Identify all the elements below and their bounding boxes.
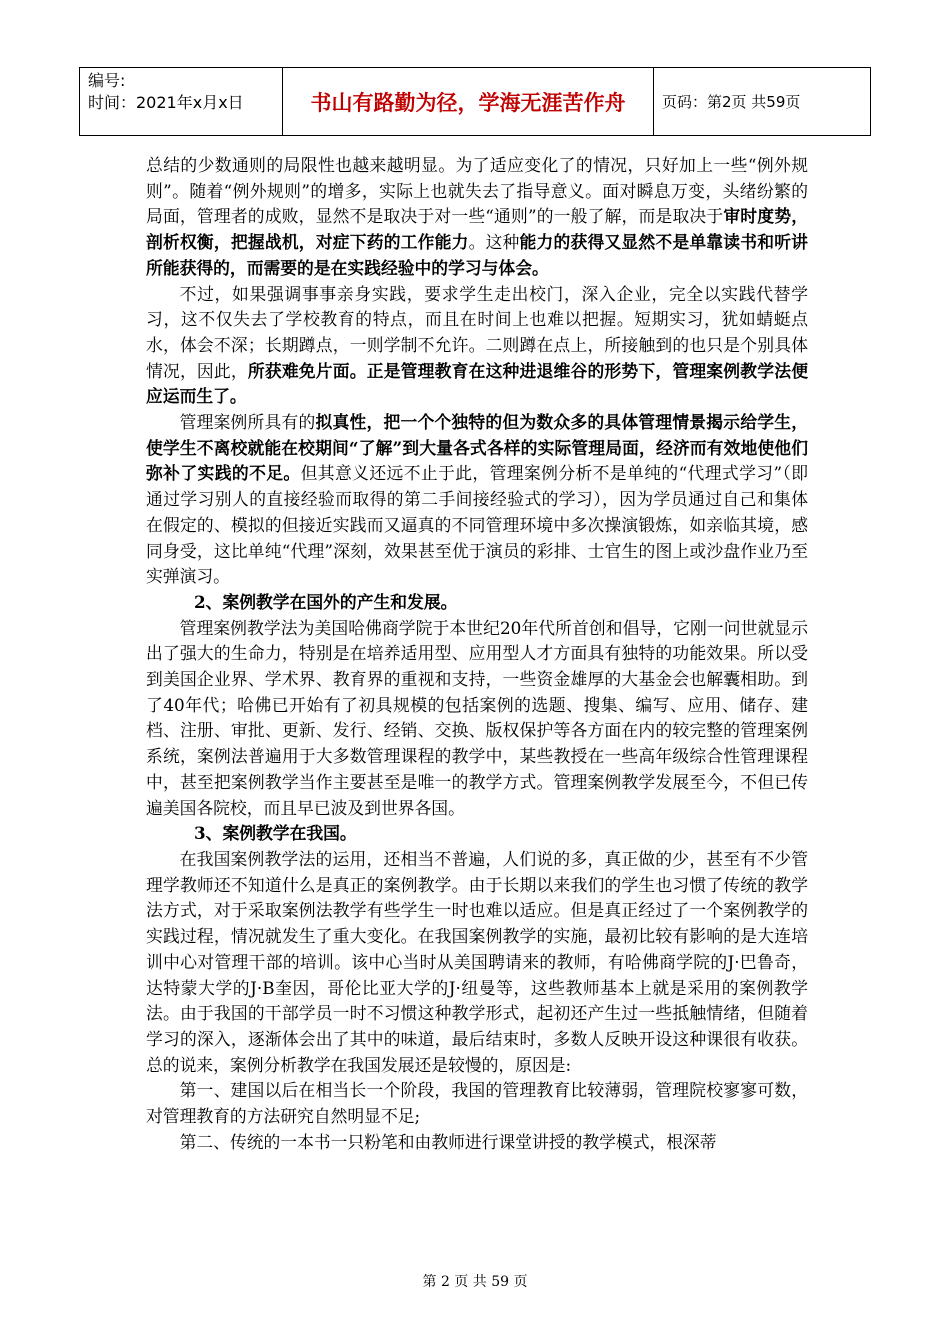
paragraph-2-text-a: 不过，如果强调事事亲身实践，要求学生走出校门，深入企业，完全以实践代替学习，这不仅失去了学校教育的特点，而且在时间上也难以把握。短期实习，犹如蜻蜓点水，体会不深；长期蹲点，一则学制不允许。二则蹲在点上，所接触到的也只是个别具体情况，因此， xyxy=(146,283,808,381)
paragraph-1-text-a: 总结的少数通则的局限性也越来越明显。为了适应变化了的情况，只好加上一些“例外规则”。随着“例外规则”的增多，实际上也就失去了指导意义。面对瞬息万变，头绪纷繁的局面，管理者的成败，显然不是取决于对一些“通则”的一般了解，而是取决于 xyxy=(146,155,808,227)
paragraph-2 xyxy=(146,282,808,411)
header-motto: 书山有路勤为径，学海无涯苦作舟 xyxy=(283,68,654,135)
header-meta xyxy=(80,68,283,135)
section-heading-2: 2、案例教学在国外的产生和发展。 xyxy=(194,591,458,612)
paragraph-2-bold-b: 所获难免片面。正是管理教育在这种进退维谷的形势下，管理案例教学法便应运而生了。 xyxy=(146,360,808,407)
paragraph-5: 在我国案例教学法的运用，还相当不普遍，人们说的多，真正做的少，甚至有不少管理学教师还不知道什么是真正的案例教学。由于长期以来我们的学生也习惯了传统的教学法方式，对于采取案例法教学有些学生一时也难以适应。但是真正经过了一个案例教学的实践过程，情况就发生了重大变化。在我国案例教学的实施，最初比较有影响的是大连培训中心对管理干部的培训。该中心当时从美国聘请来的教师，有哈佛商学院的J·巴鲁奇，达特蒙大学的J·B奎因，哥伦比亚大学的J·纽曼等，这些教师基本上就是采用的案例教学法。由于我国的干部学员一时不习惯这种教学形式，起初还产生过一些抵触情绪，但随着学习的深入，逐渐体会出了其中的味道，最后结束时，多数人反映开设这种课很有收获。总的说来，案例分析教学在我国发展还是较慢的，原因是: xyxy=(146,848,808,1075)
header-time-label: 时间：2021年x月x日 xyxy=(88,93,244,112)
section-heading-3: 3、案例教学在我国。 xyxy=(194,823,357,844)
paragraph-6: 第一、建国以后在相当长一个阶段，我国的管理教育比较薄弱，管理院校寥寥可数，对管理教育的方法研究自然明显不足; xyxy=(146,1080,808,1127)
paragraph-3-text-c: 但其意义还远不止于此，管理案例分析不是单纯的“代理式学习”（即通过学习别人的直接经验而取得的第二手间接经验式的学习），因为学员通过自己和集体在假定的、模拟的但接近实践而又逼真的不同管理环境中多次操演锻炼，如亲临其境，感同身受，这比单纯“代理”深刻，效果甚至优于演员的彩排、士官生的图上或沙盘作业乃至实弹演习。 xyxy=(146,463,808,587)
header-table xyxy=(79,67,871,136)
paragraph-3-bold-b: 拟真性，把一个个独特的但为数众多的具体管理情景揭示给学生，使学生不离校就能在校期间“了解”到大量各式各样的实际管理局面，经济而有效地使他们弥补了实践的不足。 xyxy=(146,412,808,484)
paragraph-1-text-c: 。这种 xyxy=(468,232,520,253)
header-number-label: 编号: xyxy=(88,71,126,90)
paragraph-1-bold-d: 能力的获得又显然不是单靠读书和听讲所能获得的，而需要的是在实践经验中的学习与体会。 xyxy=(146,232,808,278)
paragraph-4: 管理案例教学法为美国哈佛商学院于本世纪20年代所首创和倡导，它刚一问世就显示出了强大的生命力，特别是在培养适用型、应用型人才方面具有独特的功能效果。所以受到美国企业界、学术界、教育界的重视和支持，一些资金雄厚的大基金会也解囊相助。到了40年代；哈佛已开始有了初具规模的包括案例的选题、搜集、编写、应用、储存、建档、注册、审批、更新、发行、经销、交换、版权保护等各方面在内的较完整的管理案例系统，案例法普遍用于大多数管理课程的教学中，某些教授在一些高年级综合性管理课程中，甚至把案例教学当作主要甚至是唯一的教学方式。管理案例教学发展至今，不但已传遍美国各院校，而且早已波及到世界各国。 xyxy=(146,617,808,818)
paragraph-7: 第二、传统的一本书一只粉笔和由教师进行课堂讲授的教学模式，根深蒂 xyxy=(179,1131,717,1152)
paragraph-3-text-a: 管理案例所具有的 xyxy=(179,412,316,433)
document-body xyxy=(146,153,808,1155)
header-page-info: 页码：第2页 共59页 xyxy=(662,93,801,111)
paragraph-1 xyxy=(146,153,808,282)
paragraph-3 xyxy=(146,410,808,590)
paragraph-1-bold-b: 审时度势，剖析权衡，把握战机，对症下药的工作能力 xyxy=(146,206,808,253)
page-footer: 第 2 页 共 59 页 xyxy=(422,1274,528,1290)
